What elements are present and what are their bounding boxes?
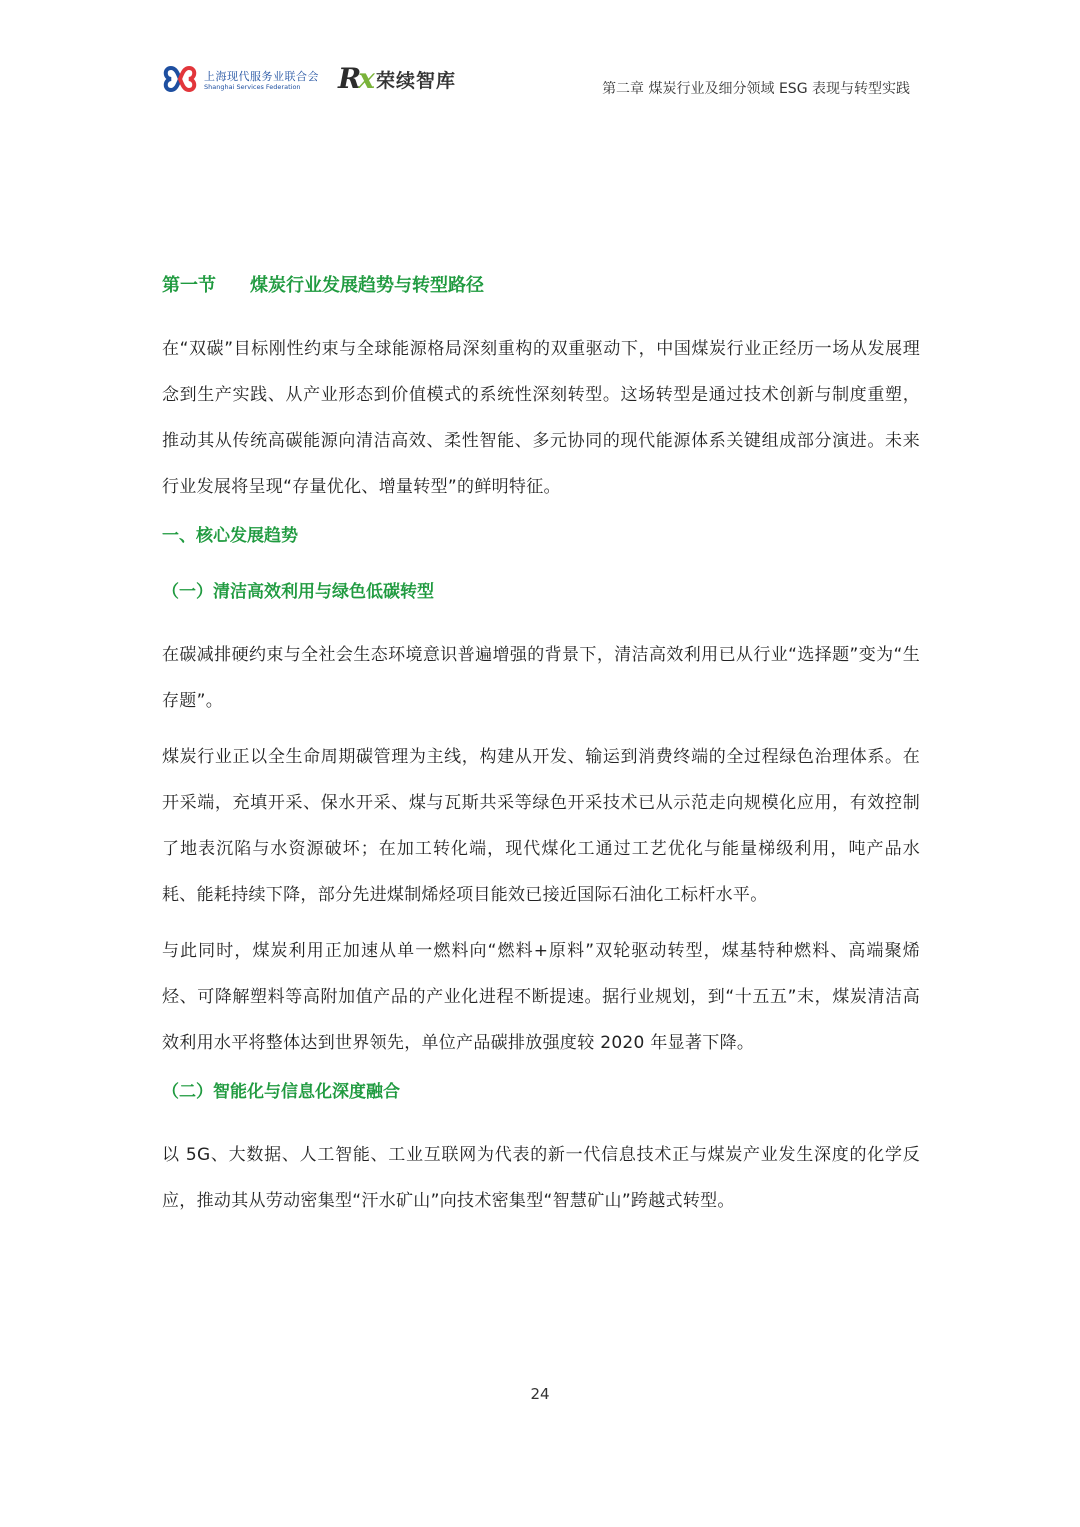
brand-name: 荣续智库	[376, 70, 457, 92]
paragraph: 以 5G、大数据、人工智能、工业互联网为代表的新一代信息技术正与煤炭产业发生深度的化学反应，推动其从劳动密集型“汗水矿山”向技术密集型“智慧矿山”跨越式转型。	[162, 1145, 920, 1211]
section-title: 煤炭行业发展趋势与转型路径	[250, 275, 484, 296]
section-heading	[162, 270, 920, 302]
item-heading-1: （一）清洁高效利用与绿色低碳转型	[162, 582, 434, 602]
section-intro-paragraph: 在“双碳”目标刚性约束与全球能源格局深刻重构的双重驱动下，中国煤炭行业正经历一场从发展理念到生产实践、从产业形态到价值模式的系统性深刻转型。这场转型是通过技术创新与制度重塑，推动其从传统高碳能源向清洁高效、柔性智能、多元协同的现代能源体系关键组成部分演进。未来行业发展将呈现“存量优化、增量转型”的鲜明特征。	[162, 339, 920, 497]
page-header	[162, 58, 918, 106]
page-content	[162, 270, 920, 1234]
rx-mark: Rx	[338, 62, 372, 95]
org-name-en: Shanghai Services Federation	[204, 83, 301, 91]
paragraph: 煤炭行业正以全生命周期碳管理为主线，构建从开发、输运到消费终端的全过程绿色治理体系。在开采端，充填开采、保水开采、煤与瓦斯共采等绿色开采技术已从示范走向规模化应用，有效控制了地表沉陷与水资源破坏；在加工转化端，现代煤化工通过工艺优化与能量梯级利用，吨产品水耗、能耗持续下降，部分先进煤制烯烃项目能效已接近国际石油化工标杆水平。	[162, 747, 920, 905]
chapter-title: 第二章 煤炭行业及细分领域 ESG 表现与转型实践	[602, 81, 910, 97]
ssf-logo	[162, 64, 322, 96]
paragraph: 与此同时，煤炭利用正加速从单一燃料向“燃料+原料”双轮驱动转型，煤基特种燃料、高端聚烯烃、可降解塑料等高附加值产品的产业化进程不断提速。据行业规划，到“十五五”末，煤炭清洁高效利用水平将整体达到世界领先，单位产品碳排放强度较 2020 年显著下降。	[162, 941, 920, 1053]
page-number: 24	[530, 1385, 550, 1403]
subsection-heading: 一、核心发展趋势	[162, 526, 298, 546]
item-heading-2: （二）智能化与信息化深度融合	[162, 1082, 400, 1102]
section-number: 第一节	[162, 275, 216, 296]
org-name: 上海现代服务业联合会	[204, 70, 319, 83]
ssf-logo-icon	[162, 64, 198, 94]
paragraph: 在碳减排硬约束与全社会生态环境意识普遍增强的背景下，清洁高效利用已从行业“选择题”变为“生存题”。	[162, 645, 920, 711]
